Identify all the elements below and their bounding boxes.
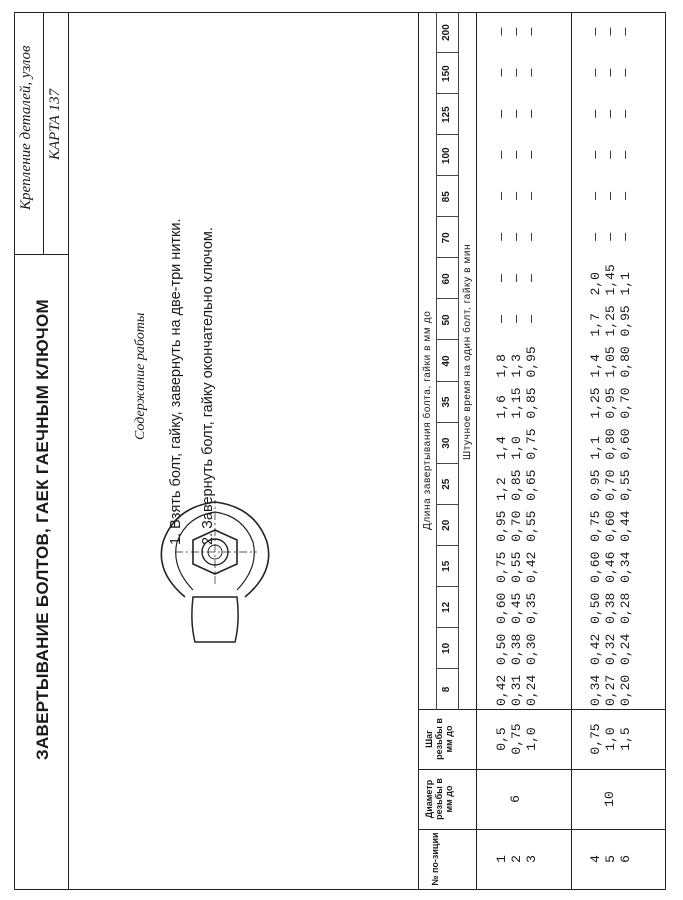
col-divider-diameter (418, 769, 666, 770)
time-cell: 1,4 1,0 0,75 (494, 428, 539, 460)
time-cell: 0,34 0,27 0,20 (588, 674, 633, 706)
time-cell: — — — (588, 68, 633, 77)
group-divider (571, 12, 572, 890)
time-cell: 1,4 1,05 0,80 (588, 346, 633, 378)
content-heading: Содержание работы (133, 312, 148, 440)
diameter-cell: 10 (602, 791, 617, 807)
time-cell: — — — (494, 315, 539, 323)
page-title: ЗАВЕРТЫВАНИЕ БОЛТОВ, ГАЕК ГАЕЧНЫМ КЛЮЧОМ (33, 299, 52, 760)
length-label: 150 (441, 65, 452, 82)
length-label: 8 (441, 686, 452, 693)
pitch-cell: 0,5 0,75 1,0 (494, 723, 539, 755)
col-position-header: № по-зиции (430, 832, 440, 886)
length-label: 20 (441, 519, 452, 531)
time-cell: 2,0 1,45 1,1 (588, 264, 633, 296)
time-cell: 0,42 0,32 0,24 (588, 633, 633, 665)
time-cell: — — — (588, 232, 633, 241)
length-col-divider (436, 422, 458, 423)
col-diameter-header: Диаметр резьбы в мм до (424, 778, 454, 820)
length-label: 100 (441, 147, 452, 165)
header-divider (68, 12, 69, 890)
length-col-divider (436, 52, 458, 53)
length-label: 125 (441, 106, 452, 123)
time-cell: — — — (494, 274, 539, 282)
length-label: 70 (441, 232, 452, 244)
time-cell: 1,1 0,80 0,60 (588, 428, 633, 460)
time-cell: — — — (494, 150, 539, 159)
time-cell: 1,25 0,95 0,70 (588, 387, 633, 419)
length-col-divider (436, 134, 458, 135)
length-col-divider (436, 586, 458, 587)
header-title-divider (14, 254, 68, 255)
length-label: 15 (441, 560, 452, 572)
length-label: 40 (441, 355, 452, 367)
time-cell: 1,7 1,25 0,95 (588, 305, 633, 337)
time-cell: — — — (494, 191, 539, 200)
col-divider-position (418, 829, 666, 830)
positions-cell: 4 5 6 (588, 855, 633, 863)
length-label: 35 (441, 396, 452, 408)
time-cell: 0,95 0,70 0,55 (588, 469, 633, 501)
time-cell: 0,75 0,60 0,44 (588, 510, 633, 542)
time-header: Штучное время на один болт, гайку в мин (462, 243, 473, 460)
time-cell: 1,6 1,15 0,85 (494, 387, 539, 419)
length-col-divider (436, 175, 458, 176)
table-top-border (418, 12, 419, 890)
length-col-divider (436, 545, 458, 546)
time-cell: — — — (494, 27, 539, 36)
length-col-divider (436, 93, 458, 94)
time-cell: 0,50 0,38 0,28 (588, 592, 633, 624)
time-cell: 0,50 0,38 0,30 (494, 633, 539, 665)
length-col-divider (436, 627, 458, 628)
time-cell: — — — (494, 232, 539, 241)
step-2: 2. Завернуть болт, гайку окончательно ключом. (200, 227, 216, 545)
col-divider-pitch (418, 709, 666, 710)
time-cell: 0,60 0,45 0,35 (494, 592, 539, 624)
time-cell: — — — (494, 109, 539, 118)
length-label: 50 (441, 314, 452, 326)
length-header: Длина завертывания болта, гайки в мм до (422, 310, 433, 530)
length-row-divider (458, 12, 459, 710)
length-label: 10 (441, 642, 452, 654)
card-frame (14, 12, 666, 890)
time-cell: 0,75 0,55 0,42 (494, 551, 539, 583)
step-1: 1. Взять болт, гайку, завернуть на две-три нитки. (168, 218, 184, 545)
time-cell: 0,60 0,46 0,34 (588, 551, 633, 583)
length-col-divider (436, 381, 458, 382)
length-col-divider (436, 339, 458, 340)
length-col-divider (436, 668, 458, 669)
category-label: Крепление деталей, узлов (18, 45, 34, 210)
length-label: 60 (441, 273, 452, 285)
time-cell: — — — (588, 27, 633, 36)
length-col-divider (436, 298, 458, 299)
header-card-divider (43, 12, 44, 255)
length-header-divider (436, 12, 437, 710)
length-label: 12 (441, 601, 452, 613)
length-col-divider (436, 463, 458, 464)
length-col-divider (436, 216, 458, 217)
time-cell: 0,42 0,31 0,24 (494, 674, 539, 706)
diameter-cell: 6 (508, 795, 523, 803)
time-cell: — — — (588, 109, 633, 118)
header-bottom-border (476, 12, 477, 890)
card-number: КАРТА 137 (47, 88, 63, 160)
length-label: 25 (441, 478, 452, 490)
length-label: 85 (441, 191, 452, 203)
length-label: 200 (441, 24, 452, 41)
time-cell: — — — (494, 68, 539, 77)
pitch-cell: 0,75 1,0 1,5 (588, 723, 633, 755)
positions-cell: 1 2 3 (494, 855, 539, 863)
time-cell: 0,95 0,70 0,55 (494, 510, 539, 542)
time-cell: 1,8 1,3 0,95 (494, 346, 539, 378)
length-col-divider (436, 257, 458, 258)
time-cell: 1,2 0,85 0,65 (494, 469, 539, 501)
time-cell: — — — (588, 150, 633, 159)
col-pitch-header: Шаг резьбы в мм до (424, 718, 454, 760)
length-label: 30 (441, 437, 452, 449)
length-col-divider (436, 504, 458, 505)
time-cell: — — — (588, 191, 633, 200)
